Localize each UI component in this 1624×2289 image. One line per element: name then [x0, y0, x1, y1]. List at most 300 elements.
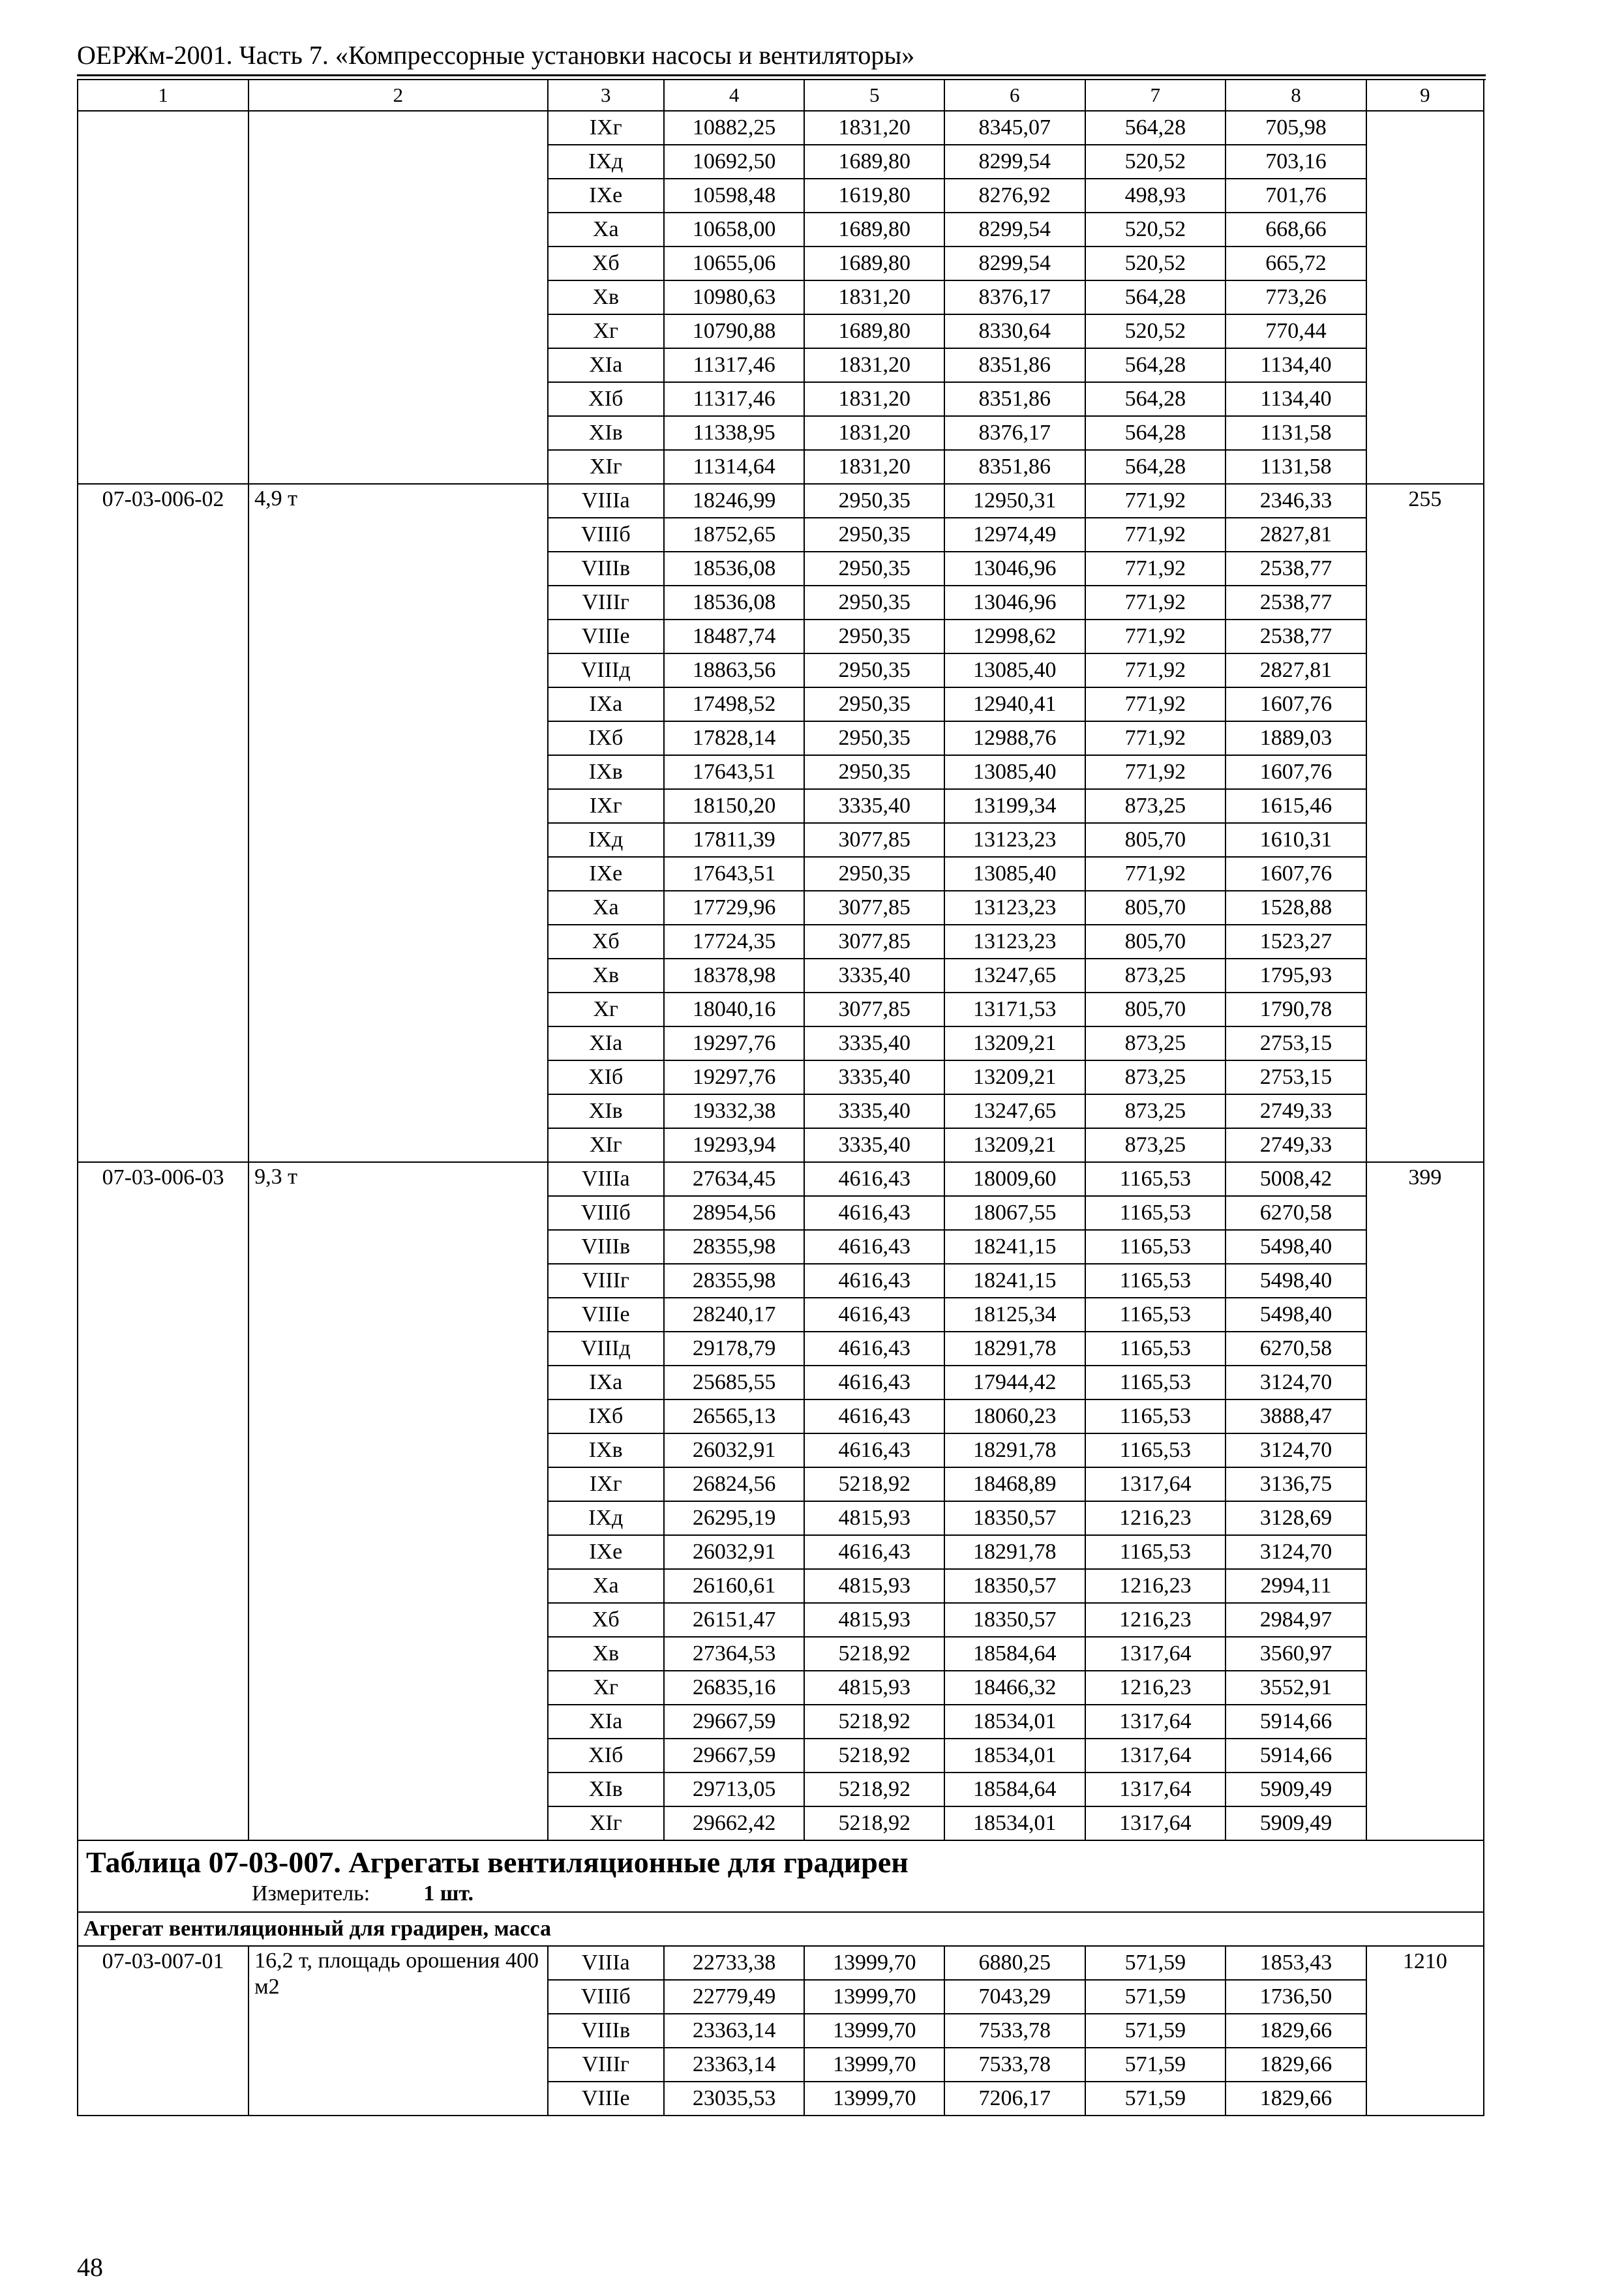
material-cost: 2538,77 — [1226, 552, 1366, 586]
material-cost: 3888,47 — [1226, 1399, 1366, 1433]
resource-description: 16,2 т, площадь орошения 400 м2 — [248, 1946, 548, 2116]
labor-cost: 3077,85 — [804, 925, 944, 959]
machine-cost: 13085,40 — [944, 755, 1085, 789]
total-cost: 17643,51 — [664, 755, 805, 789]
material-cost: 2994,11 — [1226, 1569, 1366, 1603]
material-cost: 5498,40 — [1226, 1264, 1366, 1298]
machine-cost: 12998,62 — [944, 620, 1085, 653]
labor-cost: 4616,43 — [804, 1366, 944, 1399]
material-cost: 1607,76 — [1226, 857, 1366, 891]
total-cost: 17828,14 — [664, 721, 805, 755]
material-cost: 3128,69 — [1226, 1501, 1366, 1535]
labor-cost: 4616,43 — [804, 1230, 944, 1264]
material-cost: 1829,66 — [1226, 2082, 1366, 2116]
labor-hours — [1366, 111, 1484, 484]
total-cost: 28355,98 — [664, 1230, 805, 1264]
machinist-wage: 771,92 — [1085, 687, 1226, 721]
zone-label: VIIIа — [548, 484, 664, 518]
machine-cost: 18241,15 — [944, 1230, 1085, 1264]
zone-label: IXа — [548, 1366, 664, 1399]
material-cost: 3136,75 — [1226, 1467, 1366, 1501]
zone-label: Xа — [548, 891, 664, 925]
machine-cost: 12988,76 — [944, 721, 1085, 755]
total-cost: 10790,88 — [664, 314, 805, 348]
material-cost: 5909,49 — [1226, 1773, 1366, 1806]
machine-cost: 13046,96 — [944, 552, 1085, 586]
zone-label: Xв — [548, 1637, 664, 1671]
machine-cost: 7533,78 — [944, 2014, 1085, 2048]
total-cost: 22779,49 — [664, 1980, 805, 2014]
material-cost: 3124,70 — [1226, 1366, 1366, 1399]
column-number: 7 — [1085, 80, 1226, 111]
meter-line — [83, 1880, 1478, 1911]
total-cost: 17724,35 — [664, 925, 805, 959]
material-cost: 1131,58 — [1226, 416, 1366, 450]
machine-cost: 13123,23 — [944, 823, 1085, 857]
material-cost: 770,44 — [1226, 314, 1366, 348]
machinist-wage: 571,59 — [1085, 2048, 1226, 2082]
machinist-wage: 1165,53 — [1085, 1332, 1226, 1366]
zone-label: XIа — [548, 1026, 664, 1060]
zone-label: VIIIб — [548, 1196, 664, 1230]
total-cost: 29667,59 — [664, 1705, 805, 1739]
resource-description: 9,3 т — [248, 1162, 548, 1840]
labor-cost: 4616,43 — [804, 1332, 944, 1366]
machinist-wage: 771,92 — [1085, 721, 1226, 755]
machine-cost: 8299,54 — [944, 247, 1085, 280]
material-cost: 1134,40 — [1226, 382, 1366, 416]
total-cost: 11314,64 — [664, 450, 805, 484]
machinist-wage: 771,92 — [1085, 653, 1226, 687]
machinist-wage: 771,92 — [1085, 552, 1226, 586]
labor-cost: 1831,20 — [804, 280, 944, 314]
labor-cost: 4616,43 — [804, 1433, 944, 1467]
machinist-wage: 1216,23 — [1085, 1501, 1226, 1535]
zone-label: XIа — [548, 1705, 664, 1739]
material-cost: 2753,15 — [1226, 1026, 1366, 1060]
zone-label: IXг — [548, 789, 664, 823]
machinist-wage: 520,52 — [1085, 314, 1226, 348]
machinist-wage: 1317,64 — [1085, 1739, 1226, 1773]
machine-cost: 7206,17 — [944, 2082, 1085, 2116]
zone-label: XIв — [548, 1773, 664, 1806]
machinist-wage: 771,92 — [1085, 755, 1226, 789]
labor-cost: 1831,20 — [804, 348, 944, 382]
total-cost: 26565,13 — [664, 1399, 805, 1433]
total-cost: 10658,00 — [664, 213, 805, 247]
labor-cost: 1689,80 — [804, 145, 944, 179]
subheading-row — [78, 1912, 1484, 1946]
material-cost: 668,66 — [1226, 213, 1366, 247]
page-header — [77, 40, 1486, 80]
total-cost: 10980,63 — [664, 280, 805, 314]
machinist-wage: 571,59 — [1085, 1946, 1226, 1980]
material-cost: 1829,66 — [1226, 2014, 1366, 2048]
labor-cost: 4616,43 — [804, 1399, 944, 1433]
machine-cost: 18067,55 — [944, 1196, 1085, 1230]
machinist-wage: 1165,53 — [1085, 1298, 1226, 1332]
total-cost: 23363,14 — [664, 2048, 805, 2082]
total-cost: 29713,05 — [664, 1773, 805, 1806]
total-cost: 25685,55 — [664, 1366, 805, 1399]
material-cost: 2538,77 — [1226, 586, 1366, 620]
labor-cost: 5218,92 — [804, 1806, 944, 1840]
machine-cost: 13085,40 — [944, 857, 1085, 891]
labor-cost: 2950,35 — [804, 653, 944, 687]
zone-label: IXе — [548, 1535, 664, 1569]
machinist-wage: 1317,64 — [1085, 1467, 1226, 1501]
labor-cost: 4616,43 — [804, 1162, 944, 1196]
column-number: 2 — [248, 80, 548, 111]
total-cost: 23363,14 — [664, 2014, 805, 2048]
machine-cost: 18291,78 — [944, 1332, 1085, 1366]
labor-cost: 3077,85 — [804, 891, 944, 925]
machinist-wage: 873,25 — [1085, 1094, 1226, 1128]
machinist-wage: 771,92 — [1085, 620, 1226, 653]
machine-cost: 13209,21 — [944, 1060, 1085, 1094]
machine-cost: 13123,23 — [944, 925, 1085, 959]
material-cost: 5008,42 — [1226, 1162, 1366, 1196]
machine-cost: 18534,01 — [944, 1739, 1085, 1773]
zone-label: Xб — [548, 1603, 664, 1637]
machine-cost: 18241,15 — [944, 1264, 1085, 1298]
total-cost: 17643,51 — [664, 857, 805, 891]
labor-cost: 2950,35 — [804, 552, 944, 586]
machinist-wage: 805,70 — [1085, 891, 1226, 925]
machinist-wage: 805,70 — [1085, 993, 1226, 1026]
column-number: 3 — [548, 80, 664, 111]
material-cost: 2827,81 — [1226, 653, 1366, 687]
machine-cost: 7533,78 — [944, 2048, 1085, 2082]
material-cost: 701,76 — [1226, 179, 1366, 213]
material-cost: 703,16 — [1226, 145, 1366, 179]
total-cost: 28240,17 — [664, 1298, 805, 1332]
labor-cost: 2950,35 — [804, 687, 944, 721]
column-number: 8 — [1226, 80, 1366, 111]
material-cost: 2749,33 — [1226, 1094, 1366, 1128]
labor-cost: 4616,43 — [804, 1264, 944, 1298]
machine-cost: 13085,40 — [944, 653, 1085, 687]
labor-cost: 5218,92 — [804, 1637, 944, 1671]
zone-label: VIIIг — [548, 2048, 664, 2082]
machine-cost: 18584,64 — [944, 1637, 1085, 1671]
machine-cost: 8299,54 — [944, 145, 1085, 179]
machinist-wage: 1165,53 — [1085, 1366, 1226, 1399]
machine-cost: 8351,86 — [944, 382, 1085, 416]
machinist-wage: 564,28 — [1085, 280, 1226, 314]
machinist-wage: 1165,53 — [1085, 1196, 1226, 1230]
labor-cost: 1689,80 — [804, 247, 944, 280]
resource-code: 07-03-006-02 — [78, 484, 248, 1162]
machinist-wage: 805,70 — [1085, 823, 1226, 857]
machinist-wage: 498,93 — [1085, 179, 1226, 213]
material-cost: 1615,46 — [1226, 789, 1366, 823]
machinist-wage: 571,59 — [1085, 2082, 1226, 2116]
labor-cost: 4616,43 — [804, 1298, 944, 1332]
zone-label: IXа — [548, 687, 664, 721]
zone-label: XIв — [548, 416, 664, 450]
zone-label: VIIIа — [548, 1162, 664, 1196]
total-cost: 11338,95 — [664, 416, 805, 450]
column-number-row — [78, 80, 1484, 111]
zone-label: Xг — [548, 314, 664, 348]
material-cost: 1610,31 — [1226, 823, 1366, 857]
machinist-wage: 564,28 — [1085, 348, 1226, 382]
machine-cost: 18291,78 — [944, 1535, 1085, 1569]
zone-label: XIб — [548, 1060, 664, 1094]
page-number: 48 — [77, 2252, 103, 2282]
machine-cost: 12950,31 — [944, 484, 1085, 518]
machinist-wage: 1317,64 — [1085, 1637, 1226, 1671]
machine-cost: 18350,57 — [944, 1501, 1085, 1535]
total-cost: 22733,38 — [664, 1946, 805, 1980]
zone-label: VIIIб — [548, 1980, 664, 2014]
machinist-wage: 564,28 — [1085, 450, 1226, 484]
section-header-row — [78, 1840, 1484, 1912]
labor-cost: 13999,70 — [804, 2014, 944, 2048]
labor-cost: 1689,80 — [804, 314, 944, 348]
machine-cost: 8376,17 — [944, 280, 1085, 314]
labor-cost: 4815,93 — [804, 1501, 944, 1535]
total-cost: 19297,76 — [664, 1026, 805, 1060]
material-cost: 3124,70 — [1226, 1535, 1366, 1569]
machinist-wage: 873,25 — [1085, 959, 1226, 993]
labor-cost: 2950,35 — [804, 721, 944, 755]
machine-cost: 8376,17 — [944, 416, 1085, 450]
machinist-wage: 1165,53 — [1085, 1230, 1226, 1264]
machinist-wage: 1165,53 — [1085, 1264, 1226, 1298]
total-cost: 17811,39 — [664, 823, 805, 857]
material-cost: 5909,49 — [1226, 1806, 1366, 1840]
zone-label: IXг — [548, 111, 664, 145]
machinist-wage: 520,52 — [1085, 247, 1226, 280]
labor-cost: 13999,70 — [804, 2082, 944, 2116]
machine-cost: 13123,23 — [944, 891, 1085, 925]
machinist-wage: 771,92 — [1085, 857, 1226, 891]
labor-cost: 4616,43 — [804, 1535, 944, 1569]
material-cost: 1853,43 — [1226, 1946, 1366, 1980]
total-cost: 19332,38 — [664, 1094, 805, 1128]
zone-label: XIг — [548, 450, 664, 484]
total-cost: 28355,98 — [664, 1264, 805, 1298]
material-cost: 2749,33 — [1226, 1128, 1366, 1162]
labor-cost: 3335,40 — [804, 959, 944, 993]
material-cost: 1790,78 — [1226, 993, 1366, 1026]
total-cost: 10692,50 — [664, 145, 805, 179]
machine-cost: 13209,21 — [944, 1026, 1085, 1060]
zone-label: XIа — [548, 348, 664, 382]
machine-cost: 6880,25 — [944, 1946, 1085, 1980]
labor-cost: 3077,85 — [804, 823, 944, 857]
total-cost: 18040,16 — [664, 993, 805, 1026]
machinist-wage: 873,25 — [1085, 1026, 1226, 1060]
material-cost: 2346,33 — [1226, 484, 1366, 518]
total-cost: 29667,59 — [664, 1739, 805, 1773]
material-cost: 2753,15 — [1226, 1060, 1366, 1094]
labor-cost: 3077,85 — [804, 993, 944, 1026]
table-row — [78, 484, 1484, 518]
material-cost: 5914,66 — [1226, 1705, 1366, 1739]
material-cost: 1523,27 — [1226, 925, 1366, 959]
meter-label: Измеритель: — [252, 1881, 370, 1906]
total-cost: 26835,16 — [664, 1671, 805, 1705]
material-cost: 3124,70 — [1226, 1433, 1366, 1467]
total-cost: 18536,08 — [664, 586, 805, 620]
total-cost: 11317,46 — [664, 382, 805, 416]
machine-cost: 8345,07 — [944, 111, 1085, 145]
zone-label: VIIIг — [548, 1264, 664, 1298]
zone-label: VIIIа — [548, 1946, 664, 1980]
zone-label: VIIIе — [548, 620, 664, 653]
material-cost: 3552,91 — [1226, 1671, 1366, 1705]
labor-cost: 13999,70 — [804, 1946, 944, 1980]
material-cost: 1607,76 — [1226, 687, 1366, 721]
zone-label: Xг — [548, 993, 664, 1026]
zone-label: Xб — [548, 925, 664, 959]
labor-cost: 3335,40 — [804, 1026, 944, 1060]
material-cost: 1528,88 — [1226, 891, 1366, 925]
machinist-wage: 1216,23 — [1085, 1671, 1226, 1705]
material-cost: 1131,58 — [1226, 450, 1366, 484]
total-cost: 17498,52 — [664, 687, 805, 721]
resource-description: 4,9 т — [248, 484, 548, 1162]
total-cost: 26295,19 — [664, 1501, 805, 1535]
labor-cost: 5218,92 — [804, 1773, 944, 1806]
column-number: 4 — [664, 80, 805, 111]
material-cost: 705,98 — [1226, 111, 1366, 145]
zone-label: XIг — [548, 1806, 664, 1840]
zone-label: VIIIв — [548, 2014, 664, 2048]
machine-cost: 13199,34 — [944, 789, 1085, 823]
machine-cost: 18468,89 — [944, 1467, 1085, 1501]
zone-label: IXв — [548, 755, 664, 789]
machinist-wage: 771,92 — [1085, 518, 1226, 552]
zone-label: VIIIб — [548, 518, 664, 552]
machine-cost: 18584,64 — [944, 1773, 1085, 1806]
labor-cost: 2950,35 — [804, 518, 944, 552]
total-cost: 11317,46 — [664, 348, 805, 382]
labor-hours: 399 — [1366, 1162, 1484, 1840]
table-row — [78, 1946, 1484, 1980]
zone-label: Xа — [548, 1569, 664, 1603]
machinist-wage: 805,70 — [1085, 925, 1226, 959]
machine-cost: 18350,57 — [944, 1603, 1085, 1637]
labor-cost: 2950,35 — [804, 755, 944, 789]
material-cost: 5914,66 — [1226, 1739, 1366, 1773]
machinist-wage: 571,59 — [1085, 1980, 1226, 2014]
material-cost: 2984,97 — [1226, 1603, 1366, 1637]
machinist-wage: 571,59 — [1085, 2014, 1226, 2048]
total-cost: 26151,47 — [664, 1603, 805, 1637]
total-cost: 18150,20 — [664, 789, 805, 823]
zone-label: IXв — [548, 1433, 664, 1467]
machinist-wage: 1165,53 — [1085, 1535, 1226, 1569]
section-header — [78, 1840, 1484, 1912]
machinist-wage: 1317,64 — [1085, 1773, 1226, 1806]
labor-cost: 4815,93 — [804, 1603, 944, 1637]
total-cost: 29178,79 — [664, 1332, 805, 1366]
material-cost: 1736,50 — [1226, 1980, 1366, 2014]
total-cost: 26032,91 — [664, 1433, 805, 1467]
machinist-wage: 520,52 — [1085, 145, 1226, 179]
material-cost: 1889,03 — [1226, 721, 1366, 755]
zone-label: IXе — [548, 857, 664, 891]
machinist-wage: 564,28 — [1085, 111, 1226, 145]
machine-cost: 8330,64 — [944, 314, 1085, 348]
column-number: 1 — [78, 80, 248, 111]
total-cost: 19293,94 — [664, 1128, 805, 1162]
section-title: Таблица 07-03-007. Агрегаты вентиляционные для градирен — [86, 1846, 909, 1879]
labor-cost: 1831,20 — [804, 382, 944, 416]
machine-cost: 13209,21 — [944, 1128, 1085, 1162]
labor-hours: 1210 — [1366, 1946, 1484, 2116]
material-cost: 665,72 — [1226, 247, 1366, 280]
machine-cost: 8351,86 — [944, 348, 1085, 382]
material-cost: 1795,93 — [1226, 959, 1366, 993]
material-cost: 5498,40 — [1226, 1298, 1366, 1332]
machine-cost: 18291,78 — [944, 1433, 1085, 1467]
group-subheading: Агрегат вентиляционный для градирен, масса — [78, 1912, 1484, 1946]
labor-cost: 1831,20 — [804, 111, 944, 145]
material-cost: 3560,97 — [1226, 1637, 1366, 1671]
total-cost: 18536,08 — [664, 552, 805, 586]
resource-code — [78, 111, 248, 484]
labor-cost: 4616,43 — [804, 1196, 944, 1230]
machinist-wage: 1216,23 — [1085, 1569, 1226, 1603]
labor-cost: 2950,35 — [804, 586, 944, 620]
total-cost: 18863,56 — [664, 653, 805, 687]
material-cost: 2538,77 — [1226, 620, 1366, 653]
machinist-wage: 873,25 — [1085, 1060, 1226, 1094]
total-cost: 17729,96 — [664, 891, 805, 925]
machine-cost: 12974,49 — [944, 518, 1085, 552]
machine-cost: 18534,01 — [944, 1806, 1085, 1840]
labor-cost: 1619,80 — [804, 179, 944, 213]
machine-cost: 18060,23 — [944, 1399, 1085, 1433]
total-cost: 26160,61 — [664, 1569, 805, 1603]
machine-cost: 18534,01 — [944, 1705, 1085, 1739]
zone-label: VIIIд — [548, 653, 664, 687]
material-cost: 6270,58 — [1226, 1332, 1366, 1366]
zone-label: IXд — [548, 823, 664, 857]
column-number: 9 — [1366, 80, 1484, 111]
machine-cost: 13247,65 — [944, 1094, 1085, 1128]
machine-cost: 13171,53 — [944, 993, 1085, 1026]
zone-label: IXе — [548, 179, 664, 213]
labor-cost: 4815,93 — [804, 1671, 944, 1705]
machinist-wage: 771,92 — [1085, 586, 1226, 620]
labor-cost: 3335,40 — [804, 1060, 944, 1094]
zone-label: VIIIд — [548, 1332, 664, 1366]
column-number: 6 — [944, 80, 1085, 111]
material-cost: 1134,40 — [1226, 348, 1366, 382]
resource-description — [248, 111, 548, 484]
material-cost: 5498,40 — [1226, 1230, 1366, 1264]
meter-value: 1 шт. — [423, 1881, 474, 1906]
zone-label: XIб — [548, 1739, 664, 1773]
zone-label: Xа — [548, 213, 664, 247]
machinist-wage: 520,52 — [1085, 213, 1226, 247]
zone-label: IXб — [548, 1399, 664, 1433]
table-row — [78, 1162, 1484, 1196]
material-cost: 1829,66 — [1226, 2048, 1366, 2082]
labor-hours: 255 — [1366, 484, 1484, 1162]
total-cost: 18378,98 — [664, 959, 805, 993]
machinist-wage: 1317,64 — [1085, 1806, 1226, 1840]
zone-label: Xб — [548, 247, 664, 280]
total-cost: 18487,74 — [664, 620, 805, 653]
machine-cost: 8351,86 — [944, 450, 1085, 484]
